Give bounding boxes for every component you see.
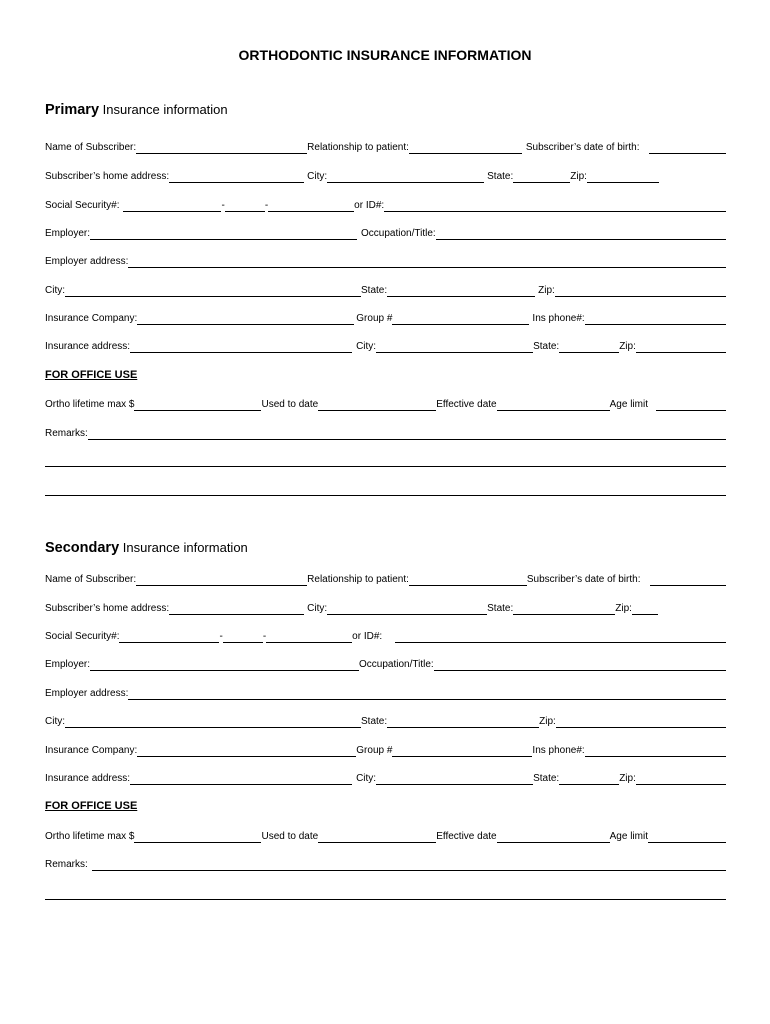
city-label: City: — [45, 716, 65, 727]
primary-effective-date-field[interactable] — [497, 399, 610, 411]
primary-home-address-field[interactable] — [169, 171, 304, 183]
city-label: City: — [356, 773, 377, 784]
primary-row-employer-address — [45, 254, 726, 268]
secondary-ins-phone-field[interactable] — [585, 745, 726, 757]
state-label: State: — [361, 716, 388, 727]
zip-label: Zip: — [570, 171, 587, 182]
used-to-date-label: Used to date — [261, 399, 319, 410]
relationship-label: Relationship to patient: — [307, 574, 409, 585]
primary-row-insurance-company — [45, 311, 726, 325]
name-of-subscriber-label: Name of Subscriber: — [45, 142, 137, 153]
zip-label: Zip: — [615, 603, 632, 614]
secondary-row-employer — [45, 657, 726, 671]
relationship-label: Relationship to patient: — [307, 142, 409, 153]
home-address-label: Subscriber’s home address: — [45, 171, 170, 182]
secondary-row-insurance-address — [45, 771, 726, 785]
age-limit-label: Age limit — [609, 831, 648, 842]
state-label: State: — [487, 171, 514, 182]
primary-occupation-field[interactable] — [436, 228, 726, 240]
city-label: City: — [356, 341, 377, 352]
primary-row-ssn — [45, 198, 726, 212]
ortho-max-label: Ortho lifetime max $ — [45, 399, 135, 410]
ssn-label: Social Security#: — [45, 631, 120, 642]
subscriber-dob-label: Subscriber’s date of birth: — [526, 574, 641, 585]
ortho-max-label: Ortho lifetime max $ — [45, 831, 135, 842]
primary-ins-phone-field[interactable] — [585, 313, 726, 325]
ssn-dash: - — [219, 631, 223, 642]
employer-address-label: Employer address: — [45, 688, 129, 699]
zip-label: Zip: — [619, 773, 636, 784]
name-of-subscriber-label: Name of Subscriber: — [45, 574, 137, 585]
ssn-dash: - — [221, 200, 225, 211]
insurance-address-label: Insurance address: — [45, 341, 131, 352]
secondary-office-use-heading: FOR OFFICE USE — [45, 800, 138, 812]
primary-insurance-zip-field[interactable] — [636, 341, 726, 353]
primary-heading-bold: Primary — [45, 102, 100, 118]
secondary-home-address-field[interactable] — [169, 603, 304, 615]
primary-row-ortho-max — [45, 397, 726, 411]
primary-remarks-line-2[interactable] — [45, 466, 726, 467]
secondary-ssn-part1-field[interactable] — [119, 631, 219, 643]
secondary-insurance-city-field[interactable] — [376, 773, 533, 785]
primary-home-zip-field[interactable] — [587, 171, 659, 183]
primary-row-employer-city — [45, 283, 726, 297]
primary-row-remarks — [45, 426, 726, 440]
primary-row-employer — [45, 226, 726, 240]
primary-ssn-part1-field[interactable] — [123, 200, 221, 212]
secondary-employer-city-field[interactable] — [65, 716, 361, 728]
used-to-date-label: Used to date — [261, 831, 319, 842]
page-title: ORTHODONTIC INSURANCE INFORMATION — [238, 47, 532, 63]
city-label: City: — [307, 603, 328, 614]
primary-ssn-part3-field[interactable] — [268, 200, 354, 212]
primary-dob-field[interactable] — [649, 142, 726, 154]
secondary-occupation-field[interactable] — [434, 659, 726, 671]
primary-home-city-field[interactable] — [327, 171, 484, 183]
primary-ortho-max-field[interactable] — [134, 399, 261, 411]
ssn-label: Social Security#: — [45, 200, 120, 211]
state-label: State: — [533, 341, 560, 352]
primary-employer-address-field[interactable] — [128, 256, 726, 268]
primary-home-state-field[interactable] — [513, 171, 570, 183]
primary-subscriber-name-field[interactable] — [136, 142, 307, 154]
group-label: Group # — [356, 313, 393, 324]
secondary-ssn-part2-field[interactable] — [223, 631, 263, 643]
home-address-label: Subscriber’s home address: — [45, 603, 170, 614]
primary-heading-rest: Insurance information — [99, 102, 228, 117]
primary-employer-field[interactable] — [90, 228, 357, 240]
employer-label: Employer: — [45, 659, 91, 670]
city-label: City: — [307, 171, 328, 182]
zip-label: Zip: — [538, 285, 555, 296]
state-label: State: — [361, 285, 388, 296]
group-label: Group # — [356, 745, 393, 756]
primary-ssn-part2-field[interactable] — [225, 200, 265, 212]
secondary-ortho-max-field[interactable] — [134, 831, 261, 843]
city-label: City: — [45, 285, 65, 296]
ins-phone-label: Ins phone#: — [532, 745, 585, 756]
secondary-ssn-part3-field[interactable] — [266, 631, 352, 643]
secondary-row-remarks — [45, 857, 726, 871]
ins-phone-label: Ins phone#: — [532, 313, 585, 324]
primary-remarks-line-3[interactable] — [45, 495, 726, 496]
primary-used-to-date-field[interactable] — [318, 399, 436, 411]
or-id-label: or ID#: — [354, 200, 385, 211]
secondary-employer-field[interactable] — [90, 659, 359, 671]
or-id-label: or ID#: — [352, 631, 383, 642]
primary-insurance-state-field[interactable] — [559, 341, 619, 353]
secondary-row-subscriber — [45, 572, 726, 586]
primary-employer-zip-field[interactable] — [555, 285, 726, 297]
secondary-heading-rest: Insurance information — [119, 540, 248, 555]
primary-group-field[interactable] — [392, 313, 529, 325]
occupation-label: Occupation/Title: — [359, 659, 434, 670]
zip-label: Zip: — [539, 716, 556, 727]
secondary-dob-field[interactable] — [650, 574, 726, 586]
primary-age-limit-field[interactable] — [656, 399, 726, 411]
secondary-employer-state-field[interactable] — [387, 716, 539, 728]
state-label: State: — [533, 773, 560, 784]
secondary-row-home-address — [45, 601, 726, 615]
secondary-age-limit-field[interactable] — [648, 831, 726, 843]
secondary-insurance-address-field[interactable] — [130, 773, 352, 785]
secondary-home-zip-field[interactable] — [632, 603, 658, 615]
secondary-employer-zip-field[interactable] — [556, 716, 726, 728]
employer-label: Employer: — [45, 228, 91, 239]
secondary-insurance-state-field[interactable] — [559, 773, 619, 785]
employer-address-label: Employer address: — [45, 256, 129, 267]
effective-date-label: Effective date — [436, 831, 497, 842]
primary-insurance-city-field[interactable] — [376, 341, 533, 353]
secondary-subscriber-name-field[interactable] — [136, 574, 307, 586]
primary-row-subscriber — [45, 140, 726, 154]
primary-row-insurance-address — [45, 339, 726, 353]
remarks-label: Remarks: — [45, 428, 88, 439]
primary-employer-city-field[interactable] — [65, 285, 361, 297]
primary-remarks-field[interactable] — [88, 428, 726, 440]
effective-date-label: Effective date — [436, 399, 497, 410]
secondary-row-ortho-max — [45, 829, 726, 843]
secondary-remarks-field[interactable] — [92, 859, 726, 871]
insurance-company-label: Insurance Company: — [45, 745, 138, 756]
secondary-used-to-date-field[interactable] — [318, 831, 436, 843]
primary-insurance-address-field[interactable] — [130, 341, 352, 353]
secondary-id-field[interactable] — [395, 631, 726, 643]
secondary-row-employer-address — [45, 686, 726, 700]
secondary-row-ssn — [45, 629, 726, 643]
secondary-home-city-field[interactable] — [327, 603, 487, 615]
primary-employer-state-field[interactable] — [387, 285, 535, 297]
zip-label: Zip: — [619, 341, 636, 352]
secondary-insurance-zip-field[interactable] — [636, 773, 726, 785]
ssn-dash: - — [262, 631, 267, 642]
occupation-label: Occupation/Title: — [361, 228, 436, 239]
primary-row-home-address — [45, 169, 726, 183]
secondary-relationship-field[interactable] — [409, 574, 527, 586]
primary-id-field[interactable] — [384, 200, 726, 212]
secondary-group-field[interactable] — [392, 745, 532, 757]
secondary-section-heading — [45, 540, 248, 556]
primary-insurance-company-field[interactable] — [137, 313, 354, 325]
insurance-company-label: Insurance Company: — [45, 313, 138, 324]
primary-relationship-field[interactable] — [409, 142, 522, 154]
secondary-effective-date-field[interactable] — [497, 831, 610, 843]
secondary-remarks-line-2[interactable] — [45, 899, 726, 900]
secondary-heading-bold: Secondary — [45, 540, 120, 556]
remarks-label: Remarks: — [45, 859, 88, 870]
primary-section-heading — [45, 102, 228, 118]
insurance-address-label: Insurance address: — [45, 773, 131, 784]
secondary-home-state-field[interactable] — [513, 603, 615, 615]
secondary-row-insurance-company — [45, 743, 726, 757]
subscriber-dob-label: Subscriber’s date of birth: — [525, 142, 640, 153]
secondary-employer-address-field[interactable] — [128, 688, 726, 700]
primary-office-use-heading: FOR OFFICE USE — [45, 369, 138, 381]
secondary-row-employer-city — [45, 714, 726, 728]
age-limit-label: Age limit — [609, 399, 648, 410]
secondary-insurance-company-field[interactable] — [137, 745, 356, 757]
ssn-dash: - — [264, 200, 269, 211]
state-label: State: — [487, 603, 514, 614]
